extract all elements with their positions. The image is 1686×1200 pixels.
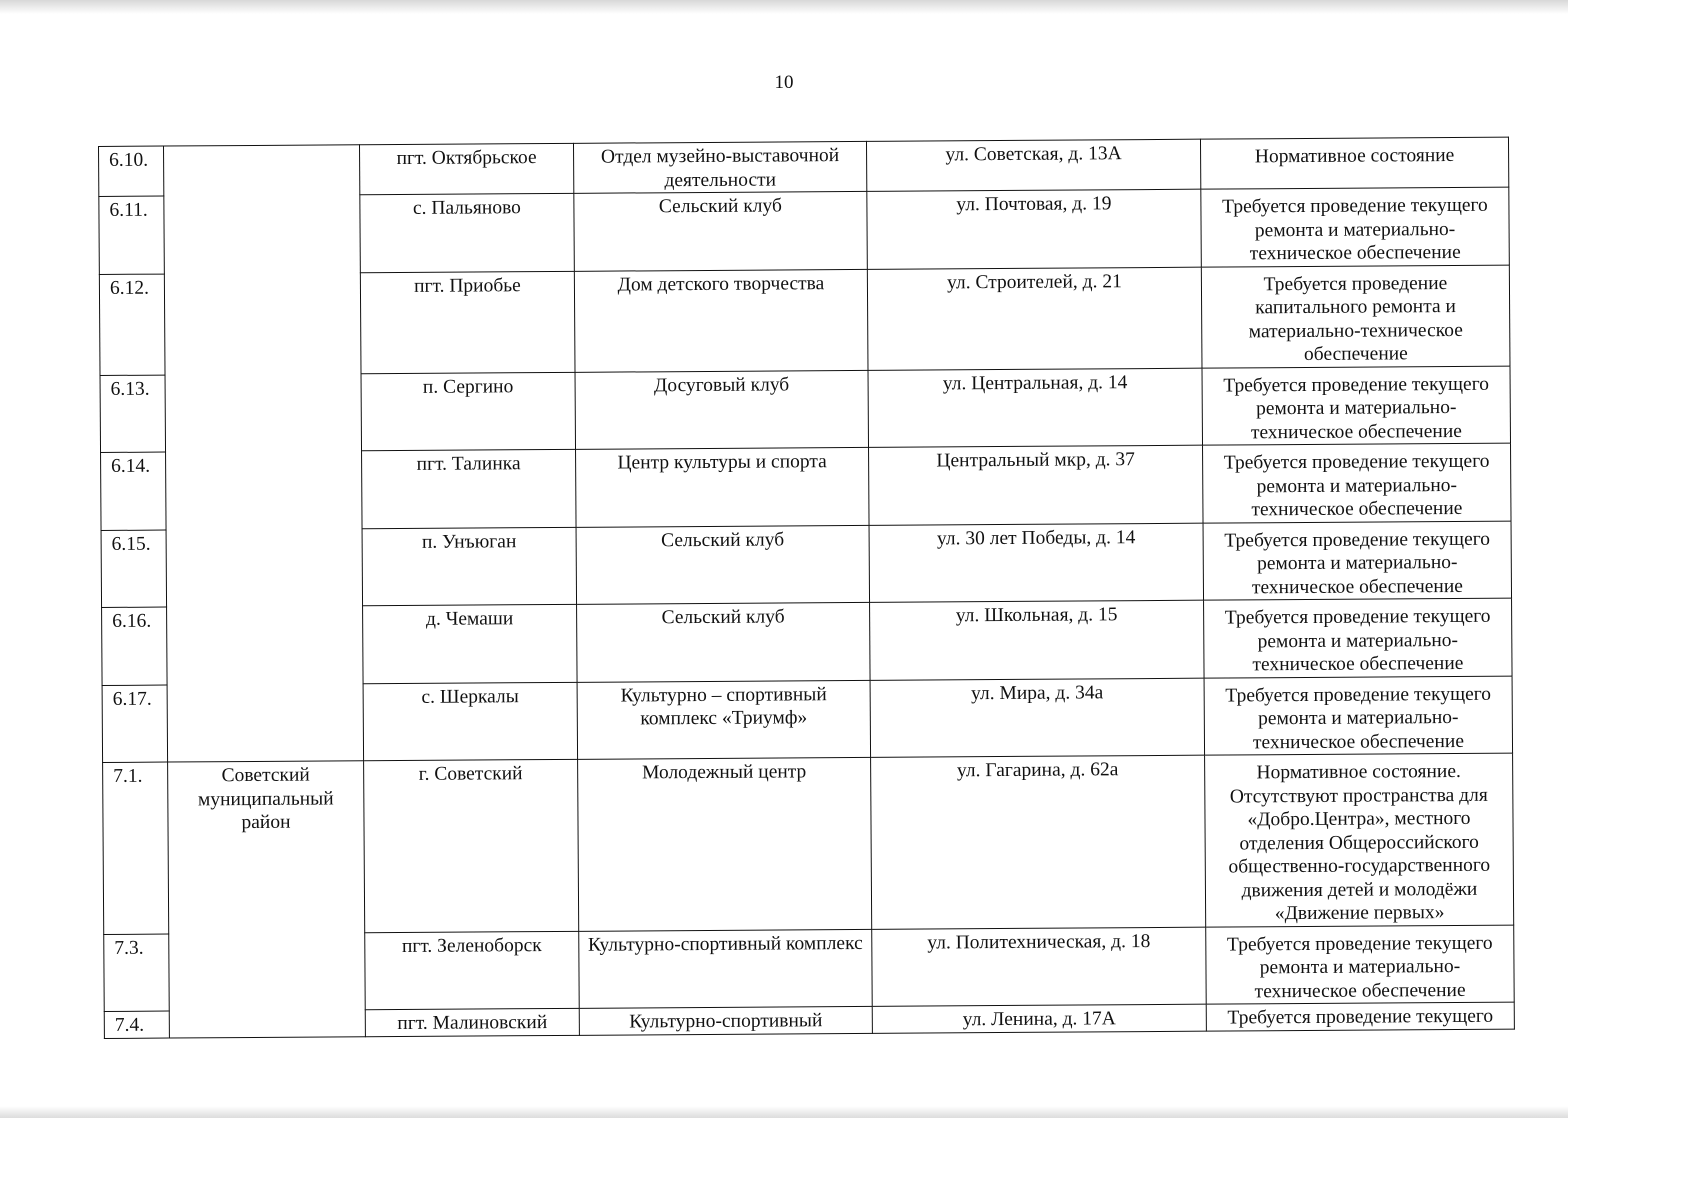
status-cell: Требуется проведение текущего ремонта и материально-техническое обеспечение bbox=[1204, 676, 1513, 756]
status-cell: Требуется проведение текущего ремонта и материально-техническое обеспечение bbox=[1201, 187, 1510, 267]
district-cell bbox=[164, 145, 364, 762]
address-cell: ул. Центральная, д. 14 bbox=[868, 368, 1203, 448]
address-cell: ул. Школьная, д. 15 bbox=[870, 600, 1205, 680]
facilities-table bbox=[98, 137, 1515, 1039]
settlement-cell: пгт. Зеленоборск bbox=[365, 931, 580, 1010]
address-cell: Центральный мкр, д. 37 bbox=[869, 445, 1204, 525]
institution-cell: Центр культуры и спорта bbox=[576, 447, 870, 526]
institution-cell: Культурно-спортивный bbox=[579, 1006, 872, 1034]
status-cell: Требуется проведение текущего bbox=[1206, 1002, 1514, 1031]
address-cell: ул. Строителей, д. 21 bbox=[867, 267, 1202, 370]
status-cell: Требуется проведение текущего ремонта и материально-техническое обеспечение bbox=[1202, 366, 1511, 446]
row-number: 6.14. bbox=[101, 452, 167, 530]
status-cell: Требуется проведение капитального ремонта и материально-техническое обеспечение bbox=[1201, 265, 1510, 368]
settlement-cell: с. Шеркалы bbox=[363, 682, 578, 761]
row-number: 6.11. bbox=[99, 196, 165, 274]
status-cell: Требуется проведение текущего ремонта и материально-техническое обеспечение bbox=[1206, 925, 1515, 1005]
status-cell: Нормативное состояние bbox=[1200, 137, 1508, 189]
institution-cell: Сельский клуб bbox=[576, 525, 870, 604]
row-number: 6.12. bbox=[99, 274, 165, 375]
settlement-cell: пгт. Талинка bbox=[362, 449, 577, 528]
row-number: 6.10. bbox=[99, 146, 164, 196]
address-cell: ул. Ленина, д. 17А bbox=[872, 1004, 1206, 1033]
status-cell: Требуется проведение текущего ремонта и материально-техническое обеспечение bbox=[1203, 521, 1512, 601]
address-cell: ул. Гагарина, д. 62а bbox=[871, 755, 1206, 929]
institution-cell: Сельский клуб bbox=[577, 602, 871, 681]
address-cell: ул. Мира, д. 34а bbox=[870, 678, 1205, 758]
row-number: 6.13. bbox=[100, 375, 166, 453]
table-row bbox=[103, 753, 1514, 934]
table-container bbox=[98, 137, 1515, 1039]
settlement-cell: пгт. Малиновский bbox=[365, 1008, 579, 1036]
institution-cell: Досуговый клуб bbox=[575, 370, 869, 449]
settlement-cell: п. Сергино bbox=[361, 372, 576, 451]
status-cell: Требуется проведение текущего ремонта и материально-техническое обеспечение bbox=[1203, 443, 1512, 523]
institution-cell: Молодежный центр bbox=[578, 757, 872, 930]
settlement-cell: пгт. Приобье bbox=[360, 271, 575, 373]
row-number: 6.17. bbox=[102, 685, 168, 763]
scan-edge-top bbox=[0, 0, 1568, 14]
settlement-cell: г. Советский bbox=[364, 759, 579, 932]
row-number: 6.16. bbox=[102, 607, 168, 685]
row-number: 7.3. bbox=[104, 934, 170, 1012]
settlement-cell: с. Пальяново bbox=[360, 193, 575, 272]
address-cell: ул. 30 лет Победы, д. 14 bbox=[869, 523, 1204, 603]
settlement-cell: п. Унъюган bbox=[362, 527, 577, 606]
settlement-cell: пгт. Октябрьское bbox=[359, 143, 573, 194]
institution-cell: Дом детского творчества bbox=[574, 269, 868, 372]
row-number: 6.15. bbox=[101, 530, 167, 608]
address-cell: ул. Политехническая, д. 18 bbox=[872, 927, 1207, 1007]
institution-cell: Сельский клуб bbox=[574, 191, 868, 270]
address-cell: ул. Почтовая, д. 19 bbox=[867, 189, 1202, 269]
address-cell: ул. Советская, д. 13А bbox=[866, 139, 1200, 191]
row-number: 7.1. bbox=[103, 762, 169, 934]
status-cell: Нормативное состояние. Отсутствуют пространства для «Добро.Центра», местного отделения Общероссийского общественно-государственного движения детей и молодёжи «Движение первых» bbox=[1205, 753, 1514, 927]
scan-edge-bottom bbox=[0, 1106, 1568, 1118]
institution-cell: Отдел музейно-выставочной деятельности bbox=[573, 141, 866, 193]
institution-cell: Культурно – спортивный комплекс «Триумф» bbox=[577, 680, 871, 759]
row-number: 7.4. bbox=[104, 1011, 169, 1038]
district-cell: Советский муниципальный район bbox=[168, 761, 366, 1038]
page-number: 10 bbox=[774, 72, 794, 93]
settlement-cell: д. Чемаши bbox=[363, 604, 578, 683]
institution-cell: Культурно-спортивный комплекс bbox=[579, 929, 873, 1008]
status-cell: Требуется проведение текущего ремонта и материально-техническое обеспечение bbox=[1204, 598, 1513, 678]
